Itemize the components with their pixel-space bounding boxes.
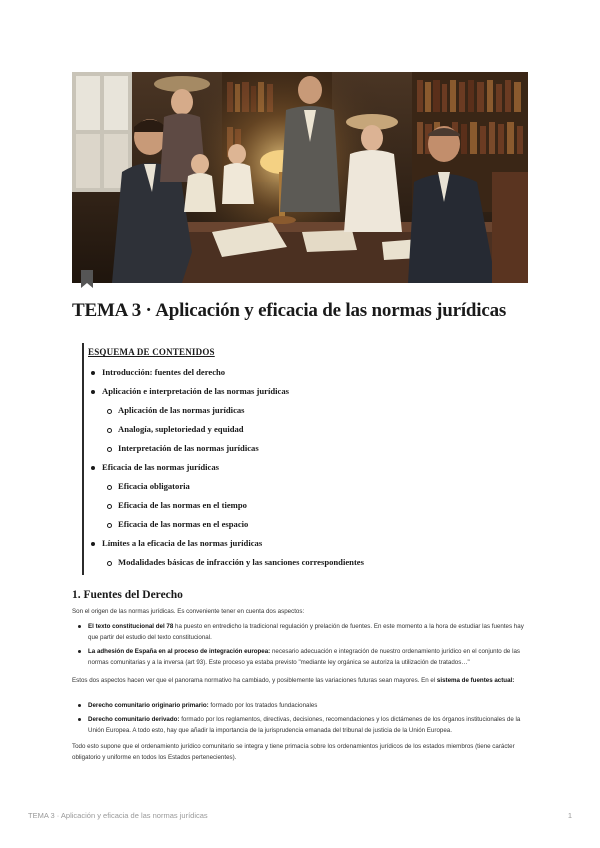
- section-paragraph-3: Todo esto supone que el ordenamiento jurídico comunitario se integra y tiene primacía sobre los ordenamientos jurídicos de los estados miembros (tiene carácter obligatorio y uniforme en todos los Estados pertenecientes).: [72, 743, 515, 761]
- toc-item-interpretacion[interactable]: Interpretación de las normas jurídicas: [118, 443, 259, 453]
- bullet-list-sources: [72, 700, 528, 739]
- toc-item-aplicacion-interpretacion[interactable]: Aplicación e interpretación de las normas jurídicas: [102, 386, 289, 396]
- bookmark-icon[interactable]: [80, 270, 94, 288]
- list-item-bold: El texto constitucional del 78: [88, 623, 174, 630]
- list-item-bold: Derecho comunitario originario primario:: [88, 702, 209, 709]
- footer-title: TEMA 3 · Aplicación y eficacia de las normas jurídicas: [28, 811, 208, 820]
- toc-item-aplicacion-normas[interactable]: Aplicación de las normas jurídicas: [118, 405, 245, 415]
- list-item-text: ha puesto en entredicho la tradicional regulación y prelación de fuentes. En este momento a la hora de estudiar las fuentes hay que partir del estudio del texto constitucional.: [88, 623, 524, 641]
- list-item: [72, 714, 528, 736]
- section-title: 1. Fuentes del Derecho: [72, 589, 183, 601]
- toc-item-eficacia-espacio[interactable]: Eficacia de las normas en el espacio: [118, 519, 249, 529]
- toc-item-introduccion[interactable]: Introducción: fuentes del derecho: [102, 367, 226, 377]
- list-item: [72, 646, 528, 668]
- section-paragraph-2: [72, 675, 528, 686]
- paragraph-text: Estos dos aspectos hacen ver que el panorama normativo ha cambiado, y posiblemente las variaciones futuras sean mayores. En el: [72, 677, 437, 684]
- cover-image: [72, 72, 528, 283]
- toc-heading: ESQUEMA DE CONTENIDOS: [88, 347, 215, 357]
- table-of-contents: [82, 343, 524, 575]
- toc-item-eficacia[interactable]: Eficacia de las normas jurídicas: [102, 462, 219, 472]
- toc-item-analogia[interactable]: Analogía, supletoriedad y equidad: [118, 424, 244, 434]
- toc-item-eficacia-obligatoria[interactable]: Eficacia obligatoria: [118, 481, 190, 491]
- page-number: 1: [567, 811, 572, 820]
- list-item-text: formado por los tratados fundacionales: [208, 702, 318, 709]
- paragraph-bold: sistema de fuentes actual: [436, 677, 513, 684]
- list-item: [72, 621, 528, 643]
- section-intro: Son el origen de las normas jurídicas. Es conveniente tener en cuenta dos aspectos:: [72, 608, 305, 615]
- list-item-bold: Derecho comunitario derivado:: [88, 716, 180, 723]
- list-item-bold: La adhesión de España en al proceso de integración europea:: [88, 648, 271, 655]
- bullet-list-aspects: [72, 621, 528, 671]
- list-item: [72, 700, 528, 711]
- paragraph-end: :: [512, 677, 515, 684]
- page-title: TEMA 3 · Aplicación y eficacia de las normas jurídicas: [72, 300, 507, 321]
- toc-item-modalidades[interactable]: Modalidades básicas de infracción y las sanciones correspondientes: [118, 557, 364, 567]
- list-item-text: formado por los reglamentos, directivas, decisiones, recomendaciones y los dictámenes de los órganos institucionales de la Unión Europea. A todo esto, hay que añadir la importancia de la jurisprudencia emanada del tribunal de justicia de la Unión Europea.: [88, 716, 521, 734]
- toc-item-eficacia-tiempo[interactable]: Eficacia de las normas en el tiempo: [118, 500, 247, 510]
- toc-item-limites[interactable]: Límites a la eficacia de las normas jurídicas: [102, 538, 263, 548]
- list-item-text: necesario adecuación e integración de nuestro ordenamiento jurídico en el conjunto de las normas comunitarias y a la inversa (art 93). Este proceso ya estaba previsto "mediante ley orgánica se autoriza la utilización de tratados…": [88, 648, 520, 666]
